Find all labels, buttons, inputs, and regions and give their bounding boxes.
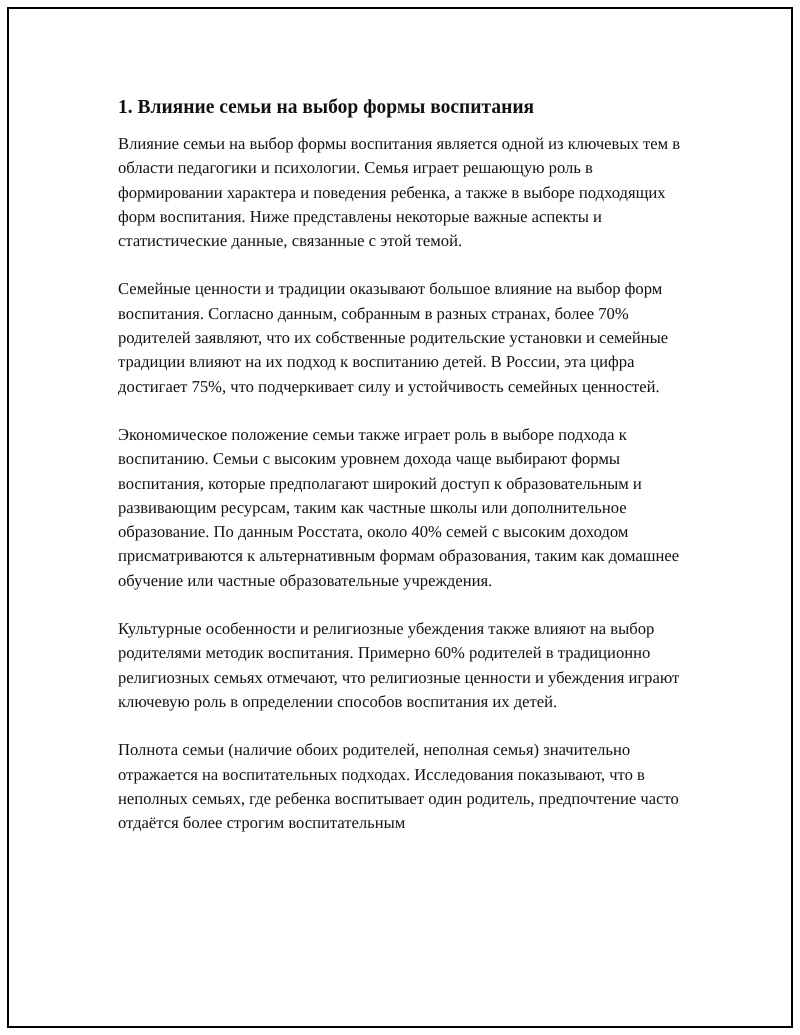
paragraph-family-values: Семейные ценности и традиции оказывают большое влияние на выбор форм воспитания. Согласно данным, собранным в разных странах, более 70% родителей заявляют, что их собственные родительские установки и семейные традиции влияют на их подход к воспитанию детей. В России, эта цифра достигает 75%, что подчеркивает силу и устойчивость семейных ценностей. xyxy=(118,279,669,396)
paragraph-cultural-religious: Культурные особенности и религиозные убеждения также влияют на выбор родителями методик воспитания. Примерно 60% родителей в традиционно религиозных семьях отмечают, что религиозные ценности и убеждения играют ключевую роль в определении способов воспитания их детей. xyxy=(118,619,680,711)
paragraph-family-completeness: Полнота семьи (наличие обоих родителей, неполная семья) значительно отражается на воспитательных подходах. Исследования показывают, что в неполных семьях, где ребенка воспитывает один родитель, предпочтение часто отдаётся более строгим воспитательным xyxy=(118,740,679,833)
section-heading: 1. Влияние семьи на выбор формы воспитания xyxy=(118,97,535,118)
paragraph-economic-status: Экономическое положение семьи также играет роль в выборе подхода к воспитанию. Семьи с высоким уровнем дохода чаще выбирают формы воспитания, которые предполагают широкий доступ к образовательным и развивающим ресурсам, таким как частные школы или дополнительное образование. По данным Росстата, около 40% семей с высоким доходом присматриваются к альтернативным формам образования, таким как домашнее обучение или частные образовательные учреждения. xyxy=(118,424,680,590)
paragraph-intro: Влияние семьи на выбор формы воспитания является одной из ключевых тем в области педагогики и психологии. Семья играет решающую роль в формировании характера и поведения ребенка, а также в выборе подходящих форм воспитания. Ниже представлены некоторые важные аспекты и статистические данные, связанные с этой темой. xyxy=(118,134,681,251)
document-body xyxy=(118,95,693,859)
